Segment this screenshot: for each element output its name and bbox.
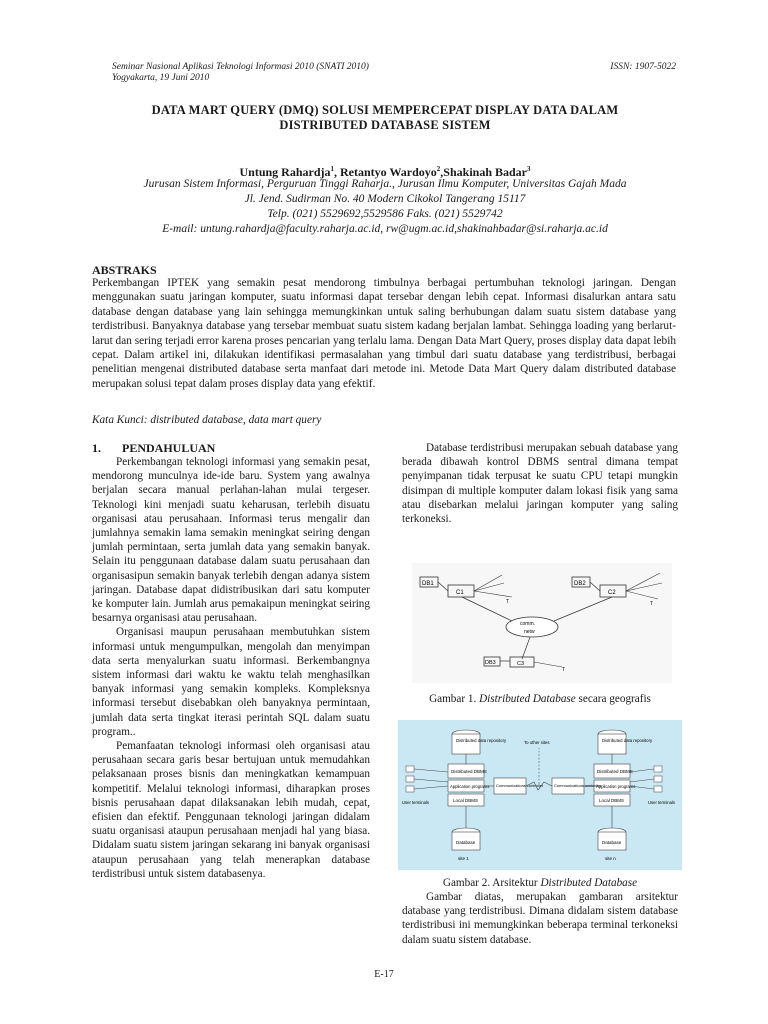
figure-2-caption-italic: Distributed Database <box>540 877 638 889</box>
figure-2-caption <box>402 877 678 889</box>
author-1: Untung Rahardja <box>239 165 331 179</box>
left-column <box>92 455 370 881</box>
network-label-1: comm. <box>520 621 535 627</box>
conference-name: Seminar Nasional Aplikasi Teknologi Informasi 2010 (SNATI 2010) <box>112 62 369 72</box>
figure-1-diagram <box>412 563 672 683</box>
terminal-icon <box>654 786 662 792</box>
section-title: PENDAHULUAN <box>122 441 216 455</box>
site-1-label: site 1 <box>458 856 469 861</box>
t-label-2: T <box>650 601 654 607</box>
figure-1-caption <box>402 693 678 705</box>
paragraph-5: Gambar diatas, merupakan gambaran arsitektur database yang terdistribusi. Dimana didalam sistem database terdistribusi ini memungkinkan beberapa terminal terkoneksi dalam suatu sistem database. <box>402 891 678 946</box>
affiliation <box>60 177 710 237</box>
author-3-mark: 3 <box>527 165 531 173</box>
keywords: Kata Kunci: distributed database, data mart query <box>92 414 322 426</box>
repo-1-label: Distributed data repository <box>456 738 507 743</box>
terminal-icon <box>406 786 414 792</box>
terminal-icon <box>654 776 662 782</box>
db-1-label: Database <box>456 840 476 845</box>
db-n-label: Database <box>602 840 622 845</box>
author-1-mark: 1 <box>330 165 335 173</box>
paragraph-4: Database terdistribusi merupakan sebuah database yang berada dibawah kontrol DBMS sentral dimana tempat penyimpanan tidak terpusat ke suatu CPU tetapi mungkin disimpan di multiple komputer dalam lokasi fisik yang sama atau disebarkan melalui jaringan komputer yang saling terkoneksi. <box>402 442 678 526</box>
repo-n-label: Distributed data repository <box>602 738 653 743</box>
c3-label: C3 <box>517 661 525 667</box>
ddbms-1-label: Distributed DBMS <box>451 769 487 774</box>
local-1-label: Local DBMS <box>453 798 479 803</box>
figure-1-caption-italic: Distributed Database <box>479 693 576 705</box>
right-column-bottom <box>402 890 678 947</box>
t-label-3: T <box>562 667 566 673</box>
figure-2-diagram <box>398 720 682 870</box>
page-number: E-17 <box>374 969 394 980</box>
conference-date: Yogyakarta, 19 Juni 2010 <box>112 73 210 83</box>
paper-title <box>60 103 710 133</box>
affiliation-line-3: Telp. (021) 5529692,5529586 Faks. (021) 5529742 <box>267 208 503 220</box>
comm-controller-1-label: Communications controller <box>496 783 544 788</box>
other-sites-label: To other sites <box>524 740 550 745</box>
app-n-label: Application programs <box>596 784 636 789</box>
abstract-heading: ABSTRAKS <box>92 263 157 277</box>
comm-controller-n-label: Communications controller <box>554 783 602 788</box>
section-number: 1. <box>92 441 101 455</box>
site-n-label: site n <box>605 856 616 861</box>
section-heading <box>92 441 215 456</box>
db2-label: DB2 <box>574 581 586 587</box>
affiliation-line-2: Jl. Jend. Sudirman No. 40 Modern Cikokol Tangerang 15117 <box>244 193 526 205</box>
db3-label: DB3 <box>485 660 496 666</box>
title-line-1: DATA MART QUERY (DMQ) SOLUSI MEMPERCEPAT DISPLAY DATA DALAM <box>151 103 619 117</box>
affiliation-line-1: Jurusan Sistem Informasi, Perguruan Tinggi Raharja., Jurusan Ilmu Komputer, Universitas Gajah Mada <box>143 178 627 190</box>
figure-1-caption-prefix: Gambar 1. <box>429 693 480 705</box>
repo-n-cylinder <box>598 734 626 754</box>
figure-1-caption-suffix: secara geografis <box>575 693 651 705</box>
abstract-body: Perkembangan IPTEK yang semakin pesat mendorong timbulnya berbagai pertumbuhan teknologi jaringan. Dengan menggunakan suatu jaringan komputer, suatu informasi dapat tersebar dengan lebih cepat. Informasi disalurkan antara satu database dengan database yang lain sehingga memungkinkan untuk saling berhubungan dalam suatu sistem database yang terdistribusi. Banyaknya database yang tersebar membuat suatu sistem kadang berjalan lambat. Sehingga loading yang berlarut-larut dan sering terjadi error karena proses pencarian yang terlalu lama. Dengan Data Mart Query, proses display data dapat lebih cepat. Dalam artikel ini, dilakukan identifikasi permasalahan yang timbul dari suatu database yang terdistribusi, berbagai penelitian mengenai distributed database serta manfaat dari metode ini. Metode Data Mart Query dalam distributed database merupakan solusi tepat dalam proses display data yang efektif. <box>92 277 676 390</box>
paragraph-2: Organisasi maupun perusahaan membutuhkan sistem informasi untuk mengumpulkan, mengolah dan menyimpan data serta menyalurkan suatu informasi. Berkembangnya sistem informasi dari waktu ke waktu telah menghasilkan banyak informasi yang semakin kompleks. Kompleksnya informasi tersebut disebabkan oleh banyaknya permintaan, jumlah data serta tingkat iterasi perintah SQL dalam suatu program.. <box>92 626 370 738</box>
terminal-icon <box>654 766 662 772</box>
user-terminals-label-n: User terminals <box>648 800 675 805</box>
ddbms-n-label: Distributed DBMS <box>597 769 633 774</box>
issn: ISSN: 1907-5022 <box>610 62 676 72</box>
terminal-icon <box>406 766 414 772</box>
author-3: ,Shakinah Badar <box>440 165 528 179</box>
author-2-mark: 2 <box>436 165 441 173</box>
repo-1-cylinder <box>452 734 480 754</box>
figure-2-caption-prefix: Gambar 2. Arsitektur <box>442 877 541 889</box>
c1-label: C1 <box>456 590 464 596</box>
c2-label: C2 <box>608 590 616 596</box>
t-label-1: T <box>506 599 510 605</box>
affiliation-email: E-mail: untung.rahardja@faculty.raharja.ac.id, rw@ugm.ac.id,shakinahbadar@si.raharja.ac.id <box>162 223 608 235</box>
running-header-left <box>112 62 369 84</box>
terminal-icon <box>406 776 414 782</box>
app-1-label: Application programs <box>450 784 490 789</box>
paragraph-3: Pemanfaatan teknologi informasi oleh organisasi atau perusahaan secara garis besar bertujuan untuk memudahkan pelaksanaan proses bisnis dan meningkatkan kemampuan kompetitif. Melalui teknologi informasi, diharapkan proses bisnis perusahaan dapat dilaksanakan lebih mudah, cepat, efisien dan efektif. Penggunaan teknologi jaringan didalam suatu organisasi ataupun perusahaan menjadi hal yang biasa. Didalam suatu sistem jaringan sekarang ini banyak organisasi ataupun perusahaan yang telah menerapkan database terdistribusi untuk sistem databasenya. <box>92 740 370 880</box>
db1-label: DB1 <box>422 581 434 587</box>
right-column-top <box>402 441 678 526</box>
local-n-label: Local DBMS <box>599 798 625 803</box>
network-label-2: netw <box>524 629 535 635</box>
user-terminals-label: User terminals <box>402 800 429 805</box>
paragraph-1: Perkembangan teknologi informasi yang semakin pesat, mendorong munculnya ide-ide baru. System yang awalnya berjalan secara manual perlahan-lahan mulai tergeser. Teknologi kini menjadi suatu keharusan, terlebih disuatu organisasi atau perusahaan. Informasi terus mengalir dan jumlahnya semakin lama semakin meningkat seiring dengan jumlah permintaan, serta jumlah data yang semakin banyak. Selain itu penggunaan database dalam suatu perusahaan dan organisasipun semakin banyak terlebih dengan adanya sistem jaringan. Database dapat didistribusikan dari satu komputer ke komputer lain. Jumlah arus pemakaipun meningkat seiring besarnya organisasi atau perusahaan. <box>92 456 370 625</box>
author-2: , Retantyo Wardoyo <box>334 165 437 179</box>
title-line-2: DISTRIBUTED DATABASE SISTEM <box>279 118 491 132</box>
